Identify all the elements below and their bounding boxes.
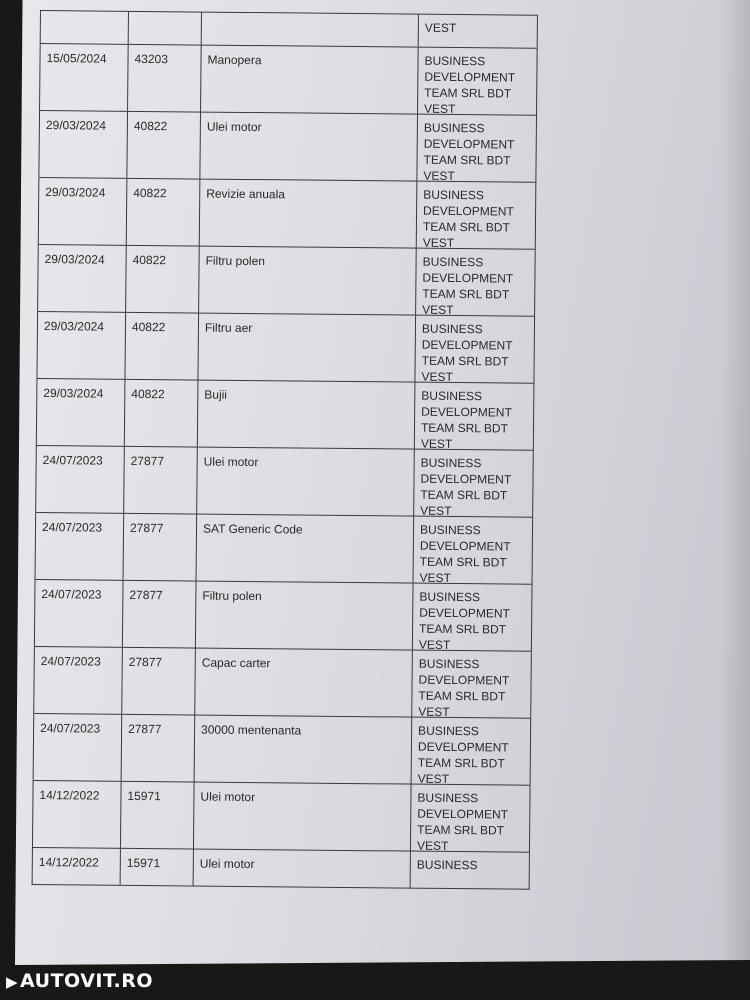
cell-description: Ulei motor — [197, 448, 415, 516]
cell-date: 29/03/2024 — [37, 312, 126, 379]
cell-client — [413, 584, 532, 651]
table-row — [38, 244, 535, 316]
cell-client — [415, 316, 534, 383]
cell-client — [414, 517, 533, 584]
client-line: DEVELOPMENT — [419, 538, 511, 554]
client-line: BUSINESS — [418, 723, 479, 739]
cell-date — [41, 11, 129, 44]
cell-client — [412, 718, 531, 785]
client-line: DEVELOPMENT — [417, 739, 509, 755]
cell-id: 40822 — [126, 246, 200, 313]
cell-client — [411, 785, 530, 852]
client-line: VEST — [421, 369, 453, 384]
cell-date: 29/03/2024 — [37, 379, 126, 446]
cell-id: 40822 — [125, 313, 199, 380]
arrow-logo-icon: ▶ — [6, 973, 19, 991]
cell-client — [412, 651, 531, 718]
cell-id: 40822 — [127, 179, 201, 246]
client-line: DEVELOPMENT — [422, 270, 514, 286]
cell-id: 27877 — [123, 581, 197, 648]
table-row — [34, 713, 531, 785]
client-line: VEST — [422, 302, 454, 317]
client-line: TEAM SRL BDT — [418, 688, 506, 704]
watermark — [6, 970, 153, 992]
cell-client — [419, 15, 537, 48]
table-row — [36, 512, 533, 584]
cell-id: 27877 — [124, 514, 198, 581]
cell-date: 24/07/2023 — [34, 647, 123, 714]
paper-shadow — [720, 0, 750, 960]
cell-description: Capac carter — [195, 649, 413, 717]
client-line: BUSINESS — [423, 120, 485, 136]
cell-date: 14/12/2022 — [33, 848, 121, 885]
cell-description: Ulei motor — [194, 850, 411, 888]
table-row — [33, 780, 530, 852]
cell-description: Filtru polen — [196, 582, 414, 650]
watermark-bar — [0, 968, 750, 1000]
client-line: DEVELOPMENT — [423, 203, 514, 219]
client-line: VEST — [424, 20, 457, 35]
client-line: VEST — [418, 704, 450, 719]
cell-description: Revizie anuala — [200, 180, 418, 248]
client-line: VEST — [420, 503, 452, 518]
cell-client — [416, 249, 535, 316]
client-line: BUSINESS — [419, 522, 481, 538]
cell-client — [418, 48, 537, 115]
client-line: BUSINESS — [423, 187, 484, 203]
cell-id: 40822 — [125, 380, 199, 447]
cell-id: 27877 — [122, 648, 196, 715]
cell-description: 30000 mentenanta — [195, 716, 413, 784]
cell-date: 24/07/2023 — [34, 714, 123, 781]
table-row — [37, 311, 534, 383]
client-line: BUSINESS — [421, 321, 483, 337]
cell-id: 15971 — [121, 782, 195, 849]
client-line: BUSINESS — [419, 589, 481, 605]
cell-date: 29/03/2024 — [39, 111, 128, 178]
client-line: VEST — [422, 235, 455, 250]
table-row — [35, 579, 532, 651]
table-row-top — [41, 10, 537, 48]
client-line: BUSINESS — [422, 254, 484, 270]
client-line: TEAM SRL BDT — [424, 85, 512, 101]
client-line: BUSINESS — [421, 388, 483, 404]
cell-date: 24/07/2023 — [36, 513, 125, 580]
client-line: BUSINESS — [416, 857, 478, 873]
cell-id: 15971 — [121, 849, 194, 886]
table-row — [40, 43, 537, 115]
client-line: BUSINESS — [420, 455, 482, 471]
client-line: TEAM SRL BDT — [417, 755, 505, 771]
cell-id: 27877 — [122, 715, 196, 782]
table-row — [39, 110, 536, 182]
cell-client — [414, 450, 533, 517]
client-line: DEVELOPMENT — [420, 471, 512, 487]
cell-description: Ulei motor — [194, 783, 412, 851]
table-row — [37, 378, 534, 450]
client-line: BUSINESS — [424, 53, 486, 69]
client-line: VEST — [416, 838, 449, 853]
cell-id: 40822 — [127, 112, 201, 179]
cell-id — [129, 12, 202, 45]
cell-description: Bujii — [198, 381, 416, 449]
client-line: TEAM SRL BDT — [419, 554, 507, 570]
client-line: TEAM SRL BDT — [420, 420, 508, 436]
client-line: TEAM SRL BDT — [421, 353, 509, 369]
table-row — [33, 847, 529, 889]
table-row — [39, 177, 536, 249]
client-line: DEVELOPMENT — [421, 404, 512, 420]
client-line: VEST — [420, 436, 453, 451]
cell-date: 14/12/2022 — [33, 781, 122, 848]
client-line: VEST — [419, 570, 451, 585]
cell-client — [417, 182, 536, 249]
cell-description — [202, 13, 419, 47]
cell-client — [417, 115, 536, 182]
client-line: TEAM SRL BDT — [420, 487, 508, 503]
client-line: VEST — [424, 101, 456, 116]
watermark-text: AUTOVIT.RO — [20, 970, 154, 992]
client-line: DEVELOPMENT — [424, 69, 516, 85]
cell-id: 43203 — [128, 45, 202, 112]
client-line: DEVELOPMENT — [419, 605, 510, 621]
client-line: DEVELOPMENT — [423, 136, 515, 152]
cell-date: 24/07/2023 — [36, 446, 125, 513]
client-line: DEVELOPMENT — [417, 806, 509, 822]
cell-id: 27877 — [124, 447, 198, 514]
client-line: BUSINESS — [417, 790, 479, 806]
client-line: VEST — [418, 637, 451, 652]
client-line: BUSINESS — [418, 656, 480, 672]
service-history-table — [32, 10, 538, 890]
client-line: TEAM SRL BDT — [422, 286, 510, 302]
cell-date: 24/07/2023 — [35, 580, 124, 647]
client-line: VEST — [423, 168, 455, 183]
cell-description: Filtru aer — [198, 314, 416, 382]
client-line: TEAM SRL BDT — [419, 621, 507, 637]
table-row — [34, 646, 531, 718]
cell-description: Manopera — [201, 46, 419, 114]
cell-description: Ulei motor — [200, 113, 418, 181]
cell-date: 15/05/2024 — [40, 44, 129, 111]
table-row — [36, 445, 533, 517]
cell-description: SAT Generic Code — [197, 515, 415, 583]
cell-client — [415, 383, 534, 450]
client-line: TEAM SRL BDT — [417, 822, 505, 838]
cell-client — [411, 852, 529, 889]
client-line: DEVELOPMENT — [418, 672, 510, 688]
client-line: VEST — [417, 771, 450, 786]
client-line: TEAM SRL BDT — [423, 152, 511, 168]
cell-date: 29/03/2024 — [38, 245, 127, 312]
client-line: DEVELOPMENT — [421, 337, 513, 353]
cell-date: 29/03/2024 — [39, 178, 128, 245]
cell-description: Filtru polen — [199, 247, 417, 315]
client-line: TEAM SRL BDT — [422, 219, 510, 235]
